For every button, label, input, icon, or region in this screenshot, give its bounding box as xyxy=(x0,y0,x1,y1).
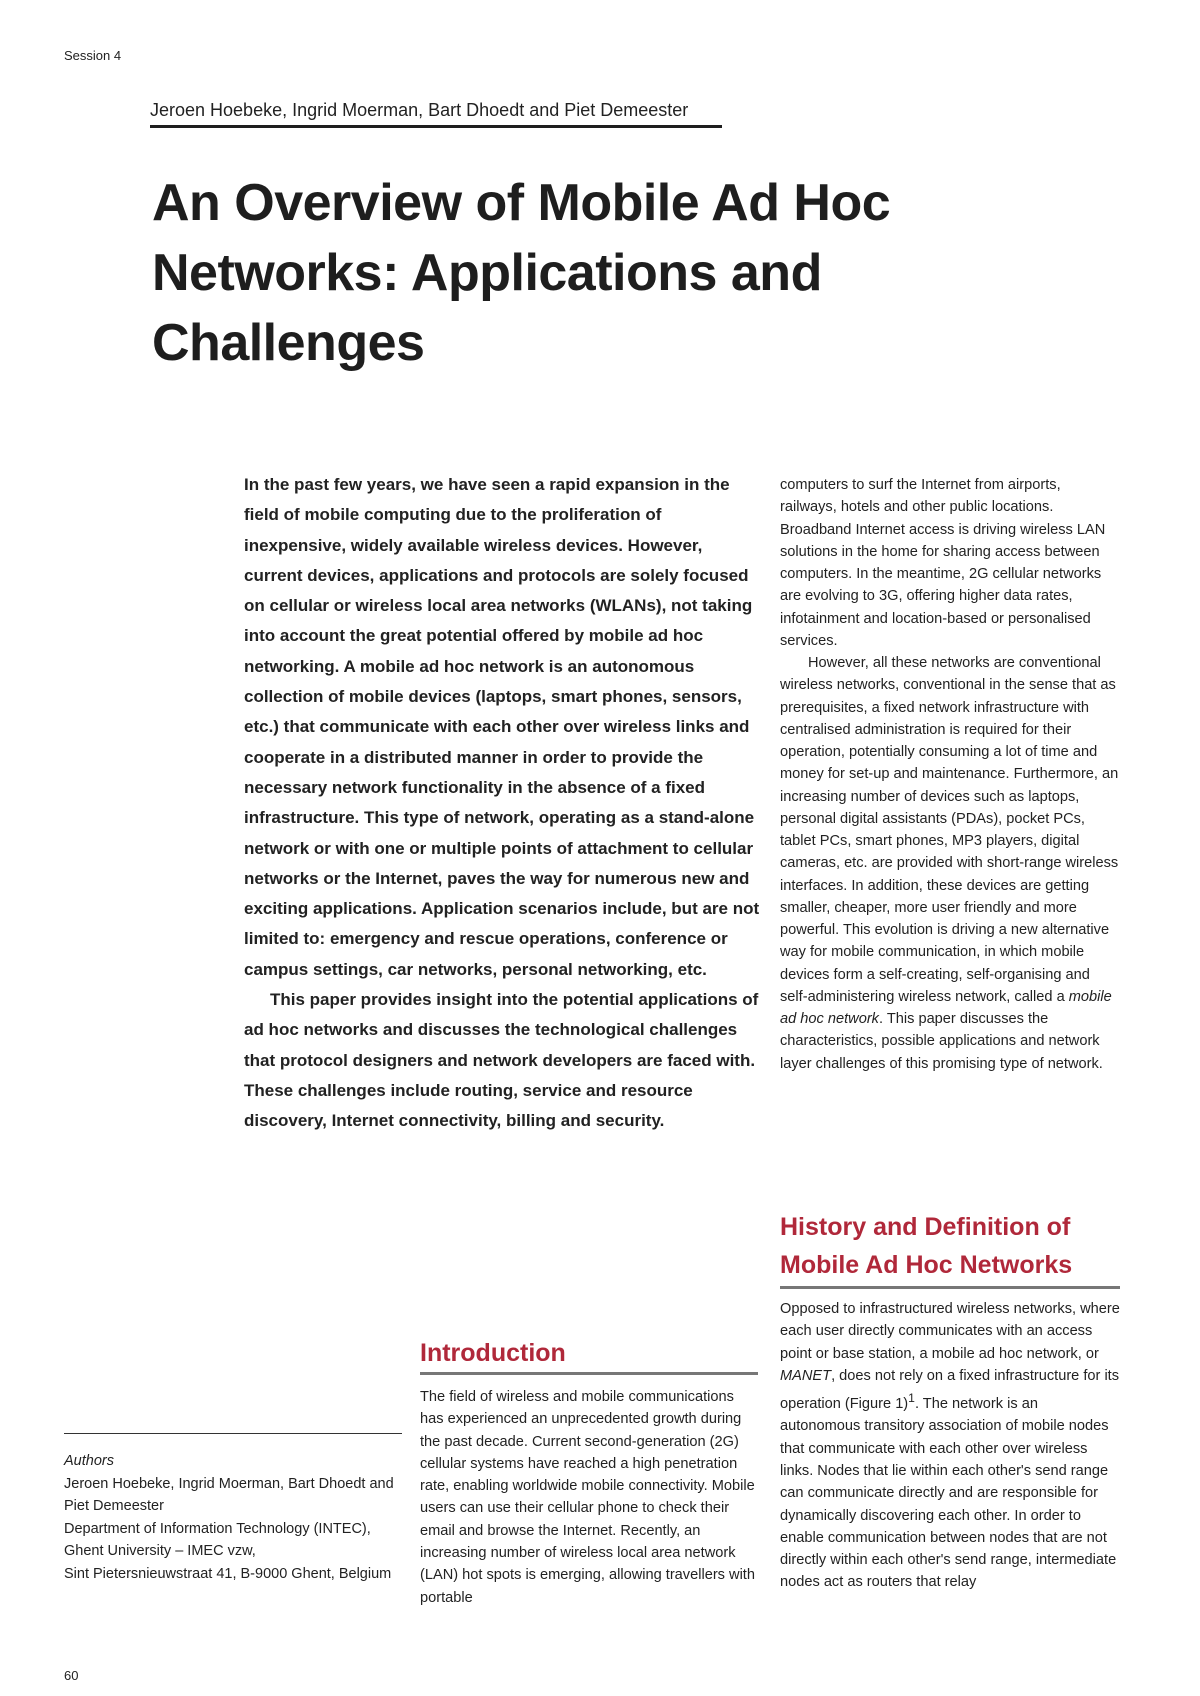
author-names: Jeroen Hoebeke, Ingrid Moerman, Bart Dhoedt and Piet Demeester xyxy=(64,1475,394,1514)
text-run: . The network is an autonomous transitory association of mobile nodes that communicate with each other over wireless links. Nodes that lie within each other's send range can communicate directly and are responsible for dynamically discovering each other. In order to enable communication between nodes that are not directly within each other's send range, intermediate nodes act as routers that relay xyxy=(780,1396,1117,1591)
author-info-label: Authors xyxy=(64,1453,114,1469)
body-paragraph xyxy=(780,652,1120,1075)
text-run: However, all these networks are conventional wireless networks, conventional in the sense that as prerequisites, a fixed network infrastructure with centralised administration is required for their operation, potentially consuming a lot of time and money for set-up and maintenance. Furthermore, an increasing number of devices such as laptops, personal digital assistants (PDAs), pocket PCs, tablet PCs, smart phones, MP3 players, digital cameras, etc. are provided with short-range wireless interfaces. In addition, these devices are getting smaller, cheaper, more user friendly and more powerful. This evolution is driving a new alternative way for mobile communication, in which mobile devices form a self-creating, self-organising and self-administering wireless network, called a xyxy=(780,655,1119,1005)
author-department: Department of Information Technology (INTEC), xyxy=(64,1520,371,1537)
page-number: 60 xyxy=(64,1668,79,1683)
paper-title: An Overview of Mobile Ad Hoc Networks: Applications and Challenges xyxy=(152,174,891,372)
body-paragraph xyxy=(780,1298,1120,1594)
body-column-middle xyxy=(420,1386,760,1609)
body-column-right-top xyxy=(780,474,1120,1075)
text-run: Opposed to infrastructured wireless networks, where each user directly communicates with an access point or base station, a mobile ad hoc network, or xyxy=(780,1301,1120,1362)
divider xyxy=(64,1433,402,1434)
emphasis-term: MANET xyxy=(780,1367,832,1384)
abstract-paragraph-2: This paper provides insight into the potential applications of ad hoc networks and discusses the technological challenges that protocol designers and network developers are faced with. These challenges include routing, service and resource discovery, Internet connectivity, billing and security. xyxy=(244,990,759,1131)
byline: Jeroen Hoebeke, Ingrid Moerman, Bart Dhoedt and Piet Demeester xyxy=(150,100,722,128)
section-heading-history: History and Definition of Mobile Ad Hoc Networks xyxy=(780,1208,1120,1289)
emphasis-term: mobile ad hoc network xyxy=(780,988,1112,1027)
author-info xyxy=(64,1450,409,1585)
session-label: Session 4 xyxy=(64,48,122,63)
body-paragraph: The field of wireless and mobile communications has experienced an unprecedented growth during the past decade. Current second-generation (2G) cellular systems have reached a high penetration rate, enabling worldwide mobile connectivity. Mobile users can use their cellular phone to check their email and browse the Internet. Recently, an increasing number of wireless local area network (LAN) hot spots is emerging, allowing travellers with portable xyxy=(420,1389,755,1606)
body-paragraph: computers to surf the Internet from airports, railways, hotels and other public locations. Broadband Internet access is driving wireless LAN solutions in the home for sharing access between computers. In the meantime, 2G cellular networks are evolving to 3G, offering higher data rates, infotainment and location-based or personalised services. xyxy=(780,477,1106,649)
author-address: Sint Pietersnieuwstraat 41, B-9000 Ghent, Belgium xyxy=(64,1565,392,1582)
footnote-ref[interactable]: 1 xyxy=(908,1391,915,1406)
abstract xyxy=(244,470,764,1137)
body-column-right-bottom xyxy=(780,1298,1120,1594)
abstract-paragraph-1: In the past few years, we have seen a rapid expansion in the field of mobile computing due to the proliferation of inexpensive, widely available wireless devices. However, current devices, applications and protocols are solely focused on cellular or wireless local area networks (WLANs), not taking into account the great potential offered by mobile ad hoc networking. A mobile ad hoc network is an autonomous collection of mobile devices (laptops, smart phones, sensors, etc.) that communicate with each other over wireless links and cooperate in a distributed manner in order to provide the necessary network functionality in the absence of a fixed infrastructure. This type of network, operating as a stand-alone network or with one or multiple points of attachment to cellular networks or the Internet, paves the way for numerous new and exciting applications. Application scenarios include, but are not limited to: emergency and rescue operations, conference or campus settings, car networks, personal networking, etc. xyxy=(244,475,760,979)
author-university: Ghent University – IMEC vzw, xyxy=(64,1543,256,1559)
section-heading-introduction: Introduction xyxy=(420,1336,758,1375)
text-run: , does not rely on a fixed infrastructure for its operation (Figure 1) xyxy=(780,1367,1120,1413)
text-run: . This paper discusses the characteristics, possible applications and network layer challenges of this promising type of network. xyxy=(780,1011,1103,1072)
